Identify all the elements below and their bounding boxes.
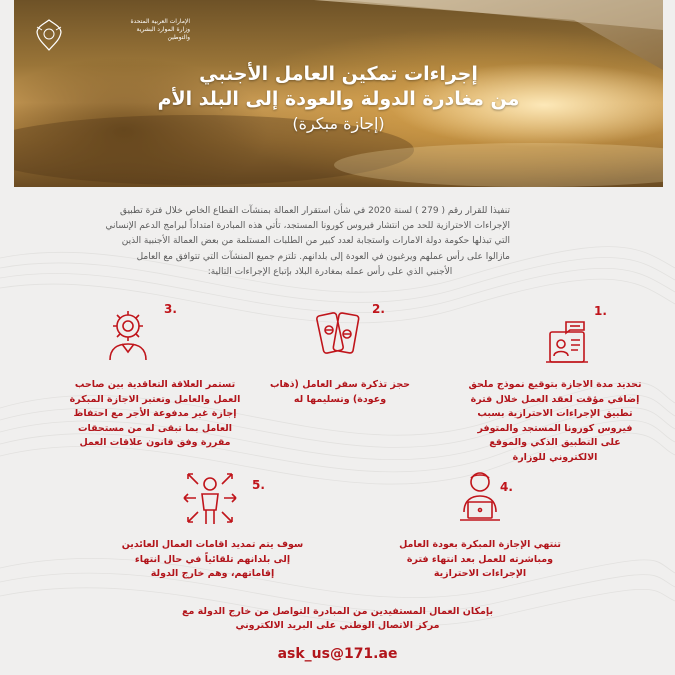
header-banner <box>14 0 663 187</box>
worker-gear-icon <box>100 306 156 362</box>
step-line: تستمر العلاقة التعاقدية بين صاحب <box>74 379 236 390</box>
contact-line: مركز الاتصال الوطني على البريد الالكتروني <box>235 620 440 631</box>
step-line: ومباشرته للعمل بعد انتهاء فترة <box>406 553 554 565</box>
title-line-3: (إجازة مبكرة) <box>292 114 385 133</box>
person-arrows-icon <box>180 468 240 528</box>
step-line: على التطبيق الذكي والموقع <box>489 437 621 449</box>
intro-line: تنفيذا للقرار رقم ( 279 ) لسنة 2020 في شأن استقرار العمالة بمنشآت القطاع الخاص خلال فترة تطبيق <box>119 206 510 216</box>
step-5-text <box>100 538 325 582</box>
step-line: وعودة) وتسليمها له <box>293 393 387 405</box>
ticket-icon <box>314 308 364 358</box>
contact-email-link[interactable]: ask_us@171.ae <box>277 646 398 662</box>
step-number: .1 <box>594 304 607 318</box>
worker-laptop-icon <box>454 468 506 524</box>
step-line: العمل والعامل وتعتبر الاجازة المبكرة <box>69 393 241 405</box>
step-number: .2 <box>372 302 385 316</box>
title-line-2: من مغادرة الدولة والعودة إلى البلد الأم <box>157 88 520 110</box>
step-line: تنتهي الإجازة المبكرة بعودة العامل <box>399 539 561 550</box>
intro-paragraph <box>105 204 510 280</box>
step-line: إقاماتهم، وهم خارج الدولة <box>150 568 275 580</box>
intro-line: التي تبذلها حكومة دولة الامارات واستجابة لعدد كبير من الطلبات المستلمة من بعض العمالة الأجنبية الذين <box>121 236 510 247</box>
step-line: العامل بما تبقى له من مستحقات <box>77 422 233 434</box>
step-line: تطبيق الإجراءات الاحترازية بسبب <box>477 408 633 420</box>
intro-line: مازالوا على رأس عملهم ويرغبون في العودة إلى بلدانهم. تلتزم جميع المنشآت التي تتوافق مع العامل <box>136 251 510 262</box>
step-line: فيروس كورونا المستجد والمتوفر <box>477 422 633 434</box>
step-number: .5 <box>252 478 265 492</box>
step-line: الالكتروني للوزارة <box>512 451 598 463</box>
step-line: مقررة وفق قانون علاقات العمل <box>79 437 231 449</box>
step-number: .3 <box>164 302 177 316</box>
ministry-line: والتوطين <box>167 34 190 41</box>
step-line: سوف يتم تمديد اقامات العمال العائدين <box>121 539 304 550</box>
page-title <box>14 62 663 136</box>
ministry-line: وزارة الموارد البشرية <box>136 26 190 33</box>
step-line: حجز تذكرة سفر العامل (ذهاب <box>269 379 411 390</box>
ministry-name <box>70 18 190 42</box>
step-line: تحديد مدة الاجازة بتوقيع نموذج ملحق <box>468 379 642 390</box>
step-3-text <box>50 378 260 451</box>
step-line: إلى بلدانهم تلقائياً في حال انتهاء <box>134 553 291 565</box>
ministry-line: الإمارات العربية المتحدة <box>130 18 190 25</box>
step-1-text <box>450 378 660 466</box>
step-4-text <box>370 538 590 582</box>
step-2-text <box>250 378 430 407</box>
intro-line: الأجنبي الذي على رأس عمله بمغادرة البلاد بإتباع الإجراءات التالية: <box>207 266 453 277</box>
title-line-1: إجراءات تمكين العامل الأجنبي <box>199 63 478 85</box>
contact-note <box>150 605 525 633</box>
step-line: إجازة غير مدفوعة الأجر مع احتفاظ <box>73 408 237 420</box>
contact-line: بإمكان العمال المستفيدين من المبادرة التواصل من خارج الدولة مع <box>181 606 494 617</box>
employee-document-icon <box>540 318 590 368</box>
uae-emblem-logo <box>34 18 64 52</box>
intro-line: الإجراءات الاحترازية للحد من انتشار فيروس كورونا المستجد، تأتي هذه المبادرة امتداداً لبرامج الدعم الإنساني <box>105 221 510 232</box>
step-number: .4 <box>500 480 513 494</box>
step-line: إضافي مؤقت لعقد العمل خلال فترة <box>470 393 640 405</box>
step-line: الإجراءات الاحترازية <box>433 568 527 580</box>
